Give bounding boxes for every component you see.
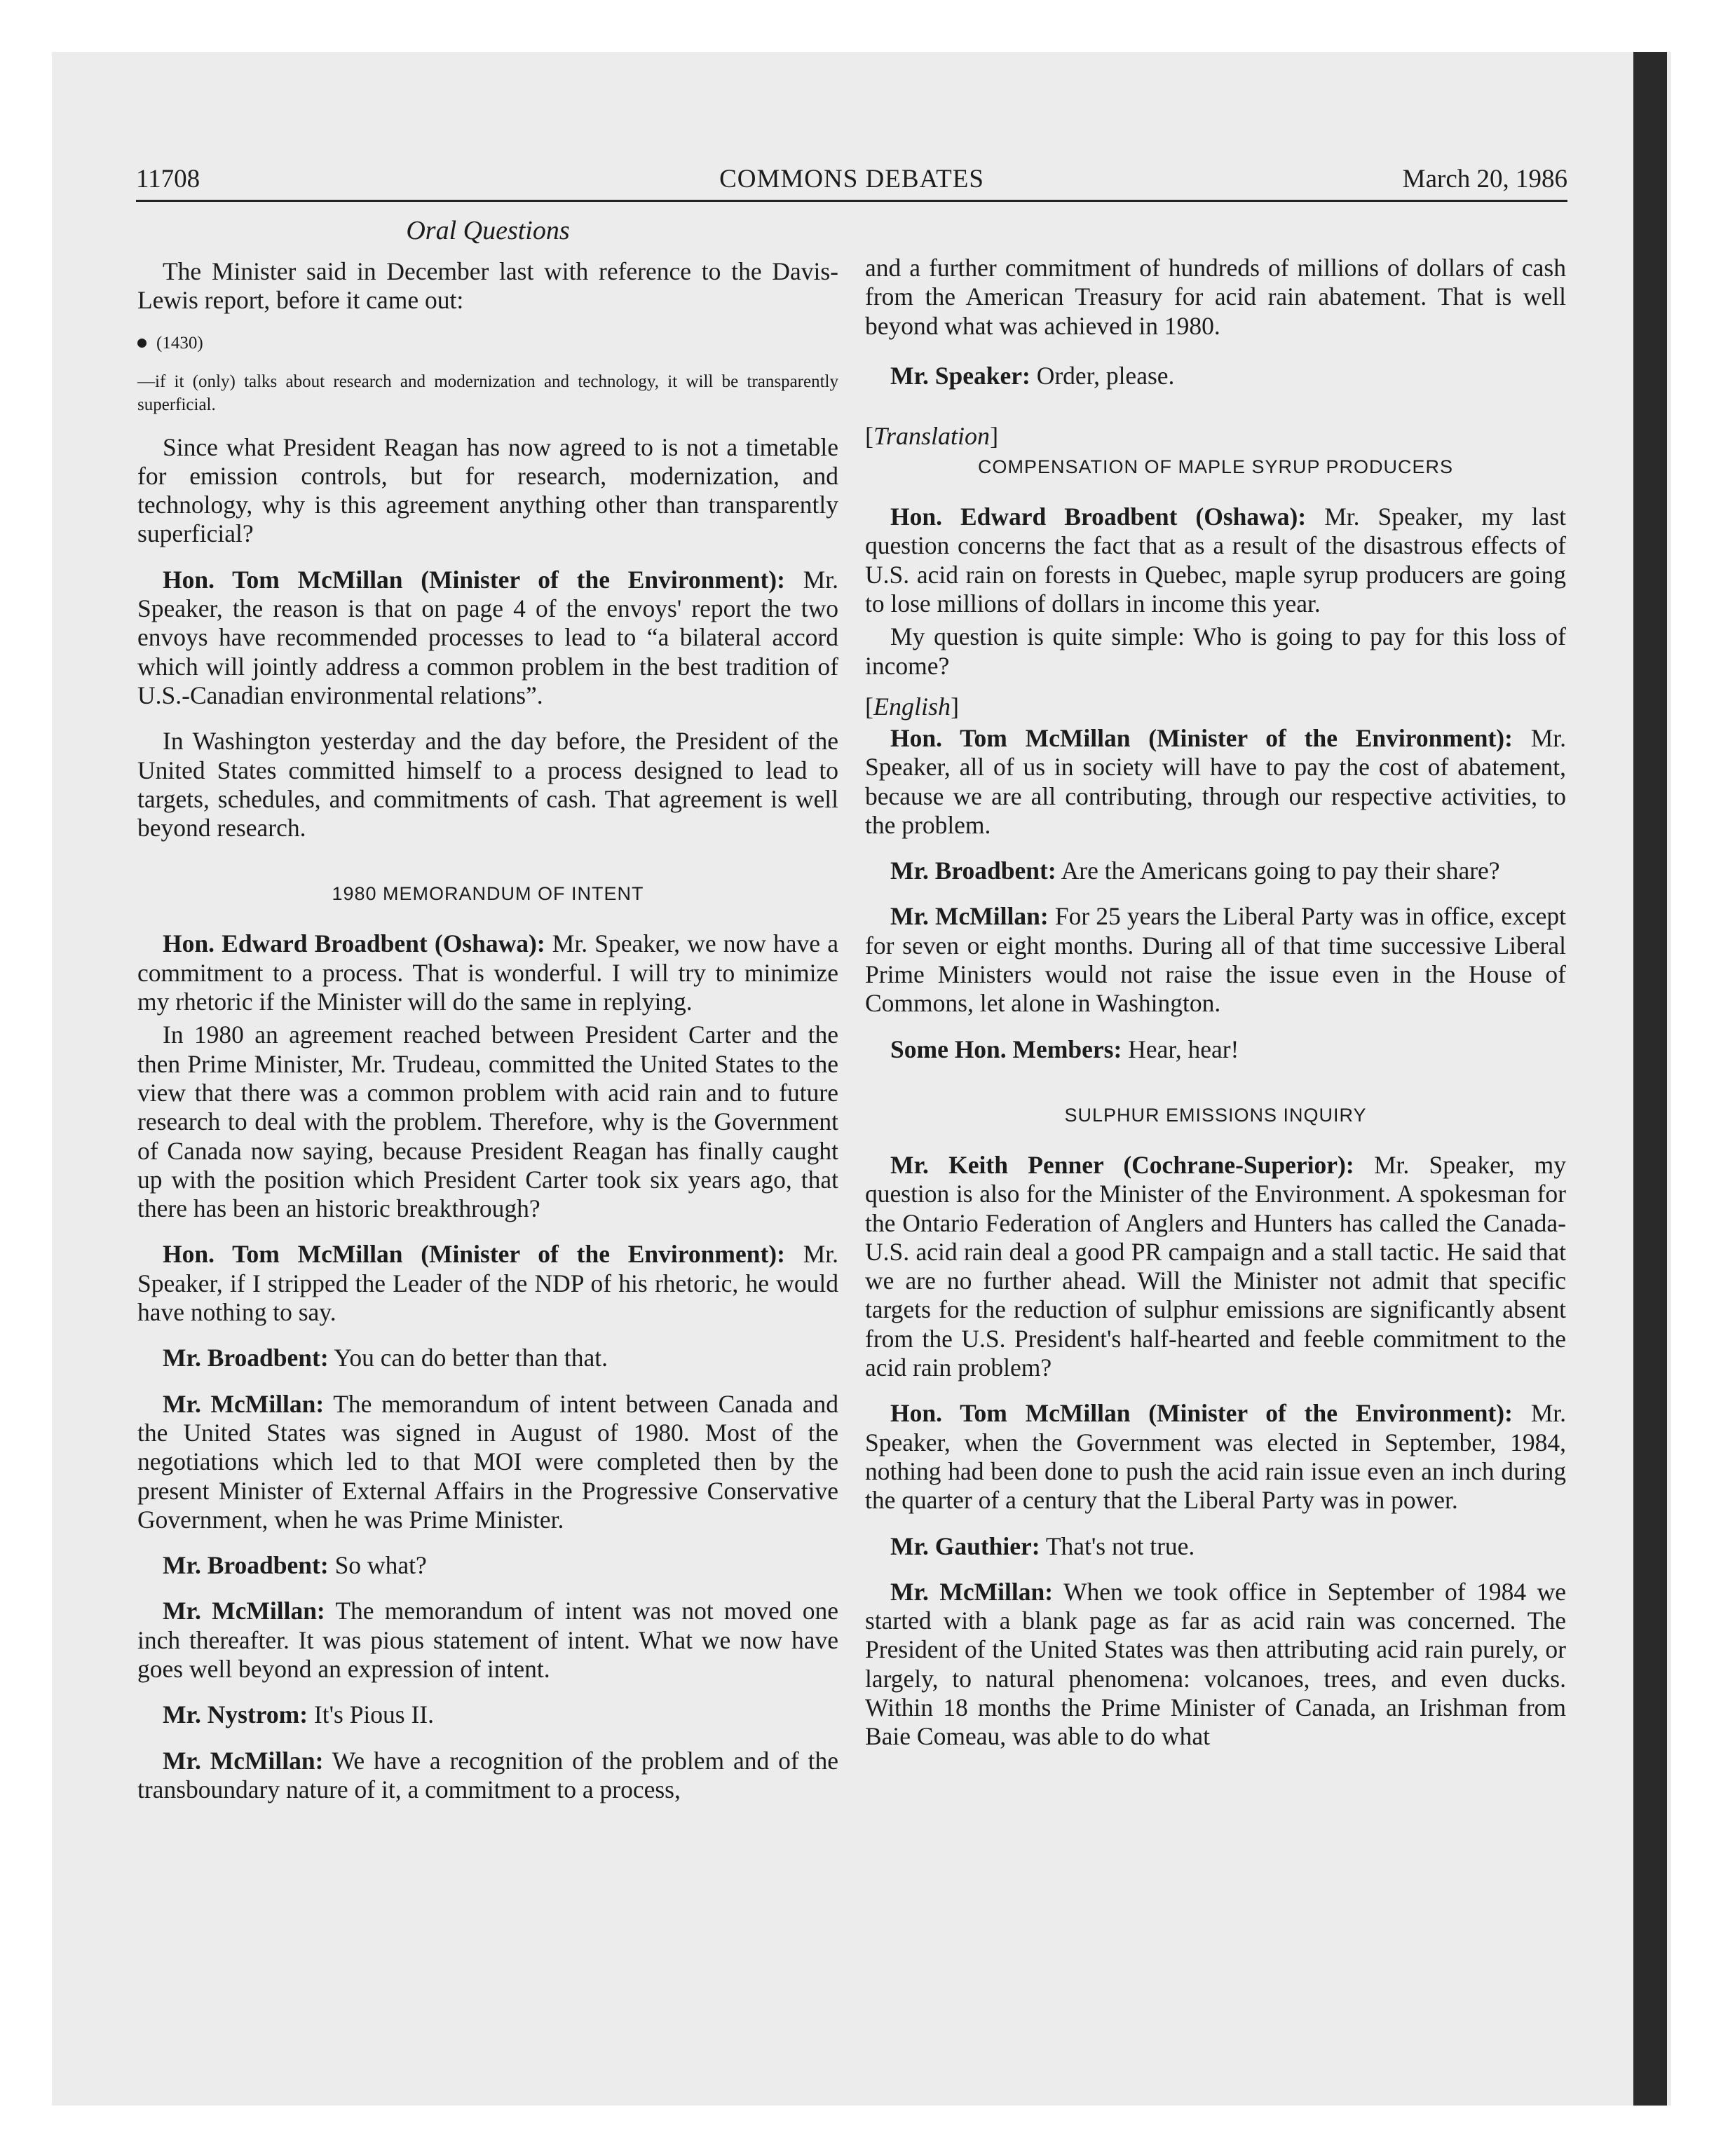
speech-text: We have a recognition of the problem and of the transboundary nature of it, a commitment to a process, (137, 1746, 838, 1803)
speech-text: Mr. Speaker, all of us in society will have to pay the cost of abatement, because we are all contributing, through our respective activities, to the problem. (865, 723, 1566, 839)
speech-text: So what? (328, 1551, 427, 1580)
speaker-name: Mr. Nystrom: (163, 1700, 308, 1729)
speech-text: That's not true. (1040, 1531, 1195, 1560)
paragraph: and a further commitment of hundreds of millions of dollars of cash from the American Treasury for acid rain abatement. That is well beyond what was achieved in 1980. (865, 254, 1566, 340)
speaker-name: Mr. McMillan: (890, 902, 1049, 931)
language-marker: [English] (865, 692, 960, 721)
speech (137, 1597, 838, 1684)
speech (137, 1551, 838, 1580)
speech-text: Mr. Speaker, my question is also for the Minister of the Environment. A spokesman for the Ontario Federation of Anglers and Hunters has called the Canada-U.S. acid rain deal a good PR campaign and a stall tactic. He said that we are no further ahead. Will the Minister not admit that specific targets for the reduction of sulphur emissions are significantly absent from the U.S. President's half-hearted and feeble commitment to the acid rain problem? (865, 1150, 1566, 1382)
speech (137, 1700, 838, 1729)
bullet-icon (137, 339, 147, 348)
speech (865, 503, 1566, 618)
speech-text: The memorandum of intent was not moved one inch thereafter. It was pious statement of intent. What we now have goes well beyond an expression of intent. (137, 1597, 838, 1683)
timestamp (137, 334, 838, 353)
speech (137, 566, 838, 710)
scan-edge-shadow (1633, 52, 1667, 2106)
speech (865, 1532, 1566, 1561)
speaker-name: Hon. Tom McMillan (Minister of the Environment): (890, 1399, 1513, 1428)
speaker-name: Mr. McMillan: (163, 1746, 324, 1775)
header-rule (136, 200, 1567, 202)
speaker-name: Hon. Edward Broadbent (Oshawa): (890, 503, 1307, 531)
paragraph: In Washington yesterday and the day before, the President of the United States committed himself to a process designed to lead to targets, schedules, and commitments of cash. That agreement is well beyond research. (137, 727, 838, 842)
speaker-name: Mr. Gauthier: (890, 1531, 1040, 1560)
page-number: 11708 (136, 165, 200, 193)
speaker-name: Some Hon. Members: (890, 1035, 1122, 1063)
speech-text: Order, please. (1030, 361, 1175, 390)
translation-tag: Translation (873, 422, 991, 451)
speech (865, 362, 1566, 390)
speech-text: Hear, hear! (1122, 1035, 1239, 1063)
speaker-name: Mr. Broadbent: (890, 857, 1056, 885)
speech-text: Are the Americans going to pay their share? (1056, 857, 1500, 885)
speech (137, 929, 838, 1016)
sitting-date: March 20, 1986 (1402, 165, 1567, 193)
section-heading: COMPENSATION OF MAPLE SYRUP PRODUCERS (977, 456, 1454, 478)
page-header (136, 164, 1567, 205)
section-heading: 1980 MEMORANDUM OF INTENT (332, 883, 644, 905)
paragraph: The Minister said in December last with reference to the Davis-Lewis report, before it came out: (137, 257, 838, 315)
speaker-name: Hon. Tom McMillan (Minister of the Environment): (890, 723, 1513, 752)
speech-text: When we took office in September of 1984 we started with a blank page as far as acid rain was concerned. The President of the United States was then attributing acid rain purely, or largely, to natural phenomena: volcanoes, trees, and even ducks. Within 18 months the Prime Minister of Canada, an Irishman from Baie Comeau, was able to do what (865, 1577, 1566, 1751)
paragraph: In 1980 an agreement reached between President Carter and the then Prime Minister, Mr. Trudeau, committed the United States to the view that there was a common problem with acid rain and to future research to deal with the problem. Therefore, why is the Government of Canada now saying, because President Reagan has finally caught up with the position which President Carter took six years ago, that there has been an historic breakthrough? (137, 1021, 838, 1223)
speech (137, 1344, 838, 1372)
publication-title: COMMONS DEBATES (719, 165, 984, 193)
speech (137, 1240, 838, 1327)
paragraph: Since what President Reagan has now agreed to is not a timetable for emission controls, but for research, modernization, and technology, why is this agreement anything other than transparently superficial? (137, 432, 838, 548)
speech-text: Mr. Speaker, the reason is that on page 4 of the envoys' report the two envoys have recommended processes to lead to “a bilateral accord which will jointly address a common problem in the best tradition of U.S.-Canadian environmental relations”. (137, 565, 838, 709)
speech (865, 1035, 1566, 1064)
quoted-text: —if it (only) talks about research and modernization and technology, it will be transparently superficial. (137, 371, 838, 414)
english-tag: English (873, 692, 951, 721)
section-heading: SULPHUR EMISSIONS INQUIRY (1064, 1104, 1367, 1126)
speech (865, 902, 1566, 1018)
speech (137, 1747, 838, 1805)
speech-text: Mr. Speaker, if I stripped the Leader of the NDP of his rhetoric, he would have nothing to say. (137, 1240, 838, 1327)
right-column (865, 254, 1566, 1752)
paragraph: My question is quite simple: Who is going to pay for this loss of income? (865, 622, 1566, 680)
section-label: Oral Questions (406, 216, 570, 245)
speech-text: Mr. Speaker, my last question concerns the fact that as a result of the disastrous effects of U.S. acid rain on forests in Quebec, maple syrup producers are going to lose millions of dollars in income this year. (865, 503, 1566, 618)
speech-text: The memorandum of intent between Canada and the United States was signed in August of 1980. Most of the negotiations which led to that MOI were completed then by the present Minister of External Affairs in the Progressive Conservative Government, when he was Prime Minister. (137, 1389, 838, 1534)
speech-text: For 25 years the Liberal Party was in office, except for seven or eight months. During all of that time successive Liberal Prime Ministers would not raise the issue even in the House of Commons, let alone in Washington. (865, 902, 1566, 1018)
speech (865, 1399, 1566, 1515)
speaker-name: Mr. Speaker: (890, 361, 1030, 390)
speech-text: You can do better than that. (328, 1344, 608, 1372)
translation-marker: [Translation] (865, 422, 999, 451)
speaker-name: Mr. Broadbent: (163, 1344, 329, 1372)
speaker-name: Hon. Edward Broadbent (Oshawa): (163, 929, 545, 958)
timestamp-text: (1430) (156, 333, 203, 353)
speaker-name: Hon. Tom McMillan (Minister of the Environment): (163, 1240, 785, 1269)
speech (865, 1151, 1566, 1382)
speech (865, 857, 1566, 885)
speaker-name: Mr. McMillan: (163, 1389, 325, 1418)
left-column (137, 214, 838, 1804)
speaker-name: Mr. McMillan: (890, 1577, 1054, 1606)
speech (865, 1578, 1566, 1752)
speaker-name: Mr. Keith Penner (Cochrane-Superior): (890, 1150, 1354, 1179)
speaker-name: Mr. Broadbent: (163, 1551, 329, 1580)
speech-text: Mr. Speaker, we now have a commitment to a process. That is wonderful. I will try to minimize my rhetoric if the Minister will do the same in replying. (137, 929, 838, 1016)
speech-text: It's Pious II. (308, 1700, 435, 1729)
speech-text: Mr. Speaker, when the Government was elected in September, 1984, nothing had been done to push the acid rain issue even an inch during the quarter of a century that the Liberal Party was in power. (865, 1399, 1566, 1515)
speaker-name: Hon. Tom McMillan (Minister of the Environment): (163, 565, 785, 594)
speaker-name: Mr. McMillan: (163, 1597, 325, 1625)
speech (137, 1390, 838, 1534)
speech (865, 724, 1566, 840)
